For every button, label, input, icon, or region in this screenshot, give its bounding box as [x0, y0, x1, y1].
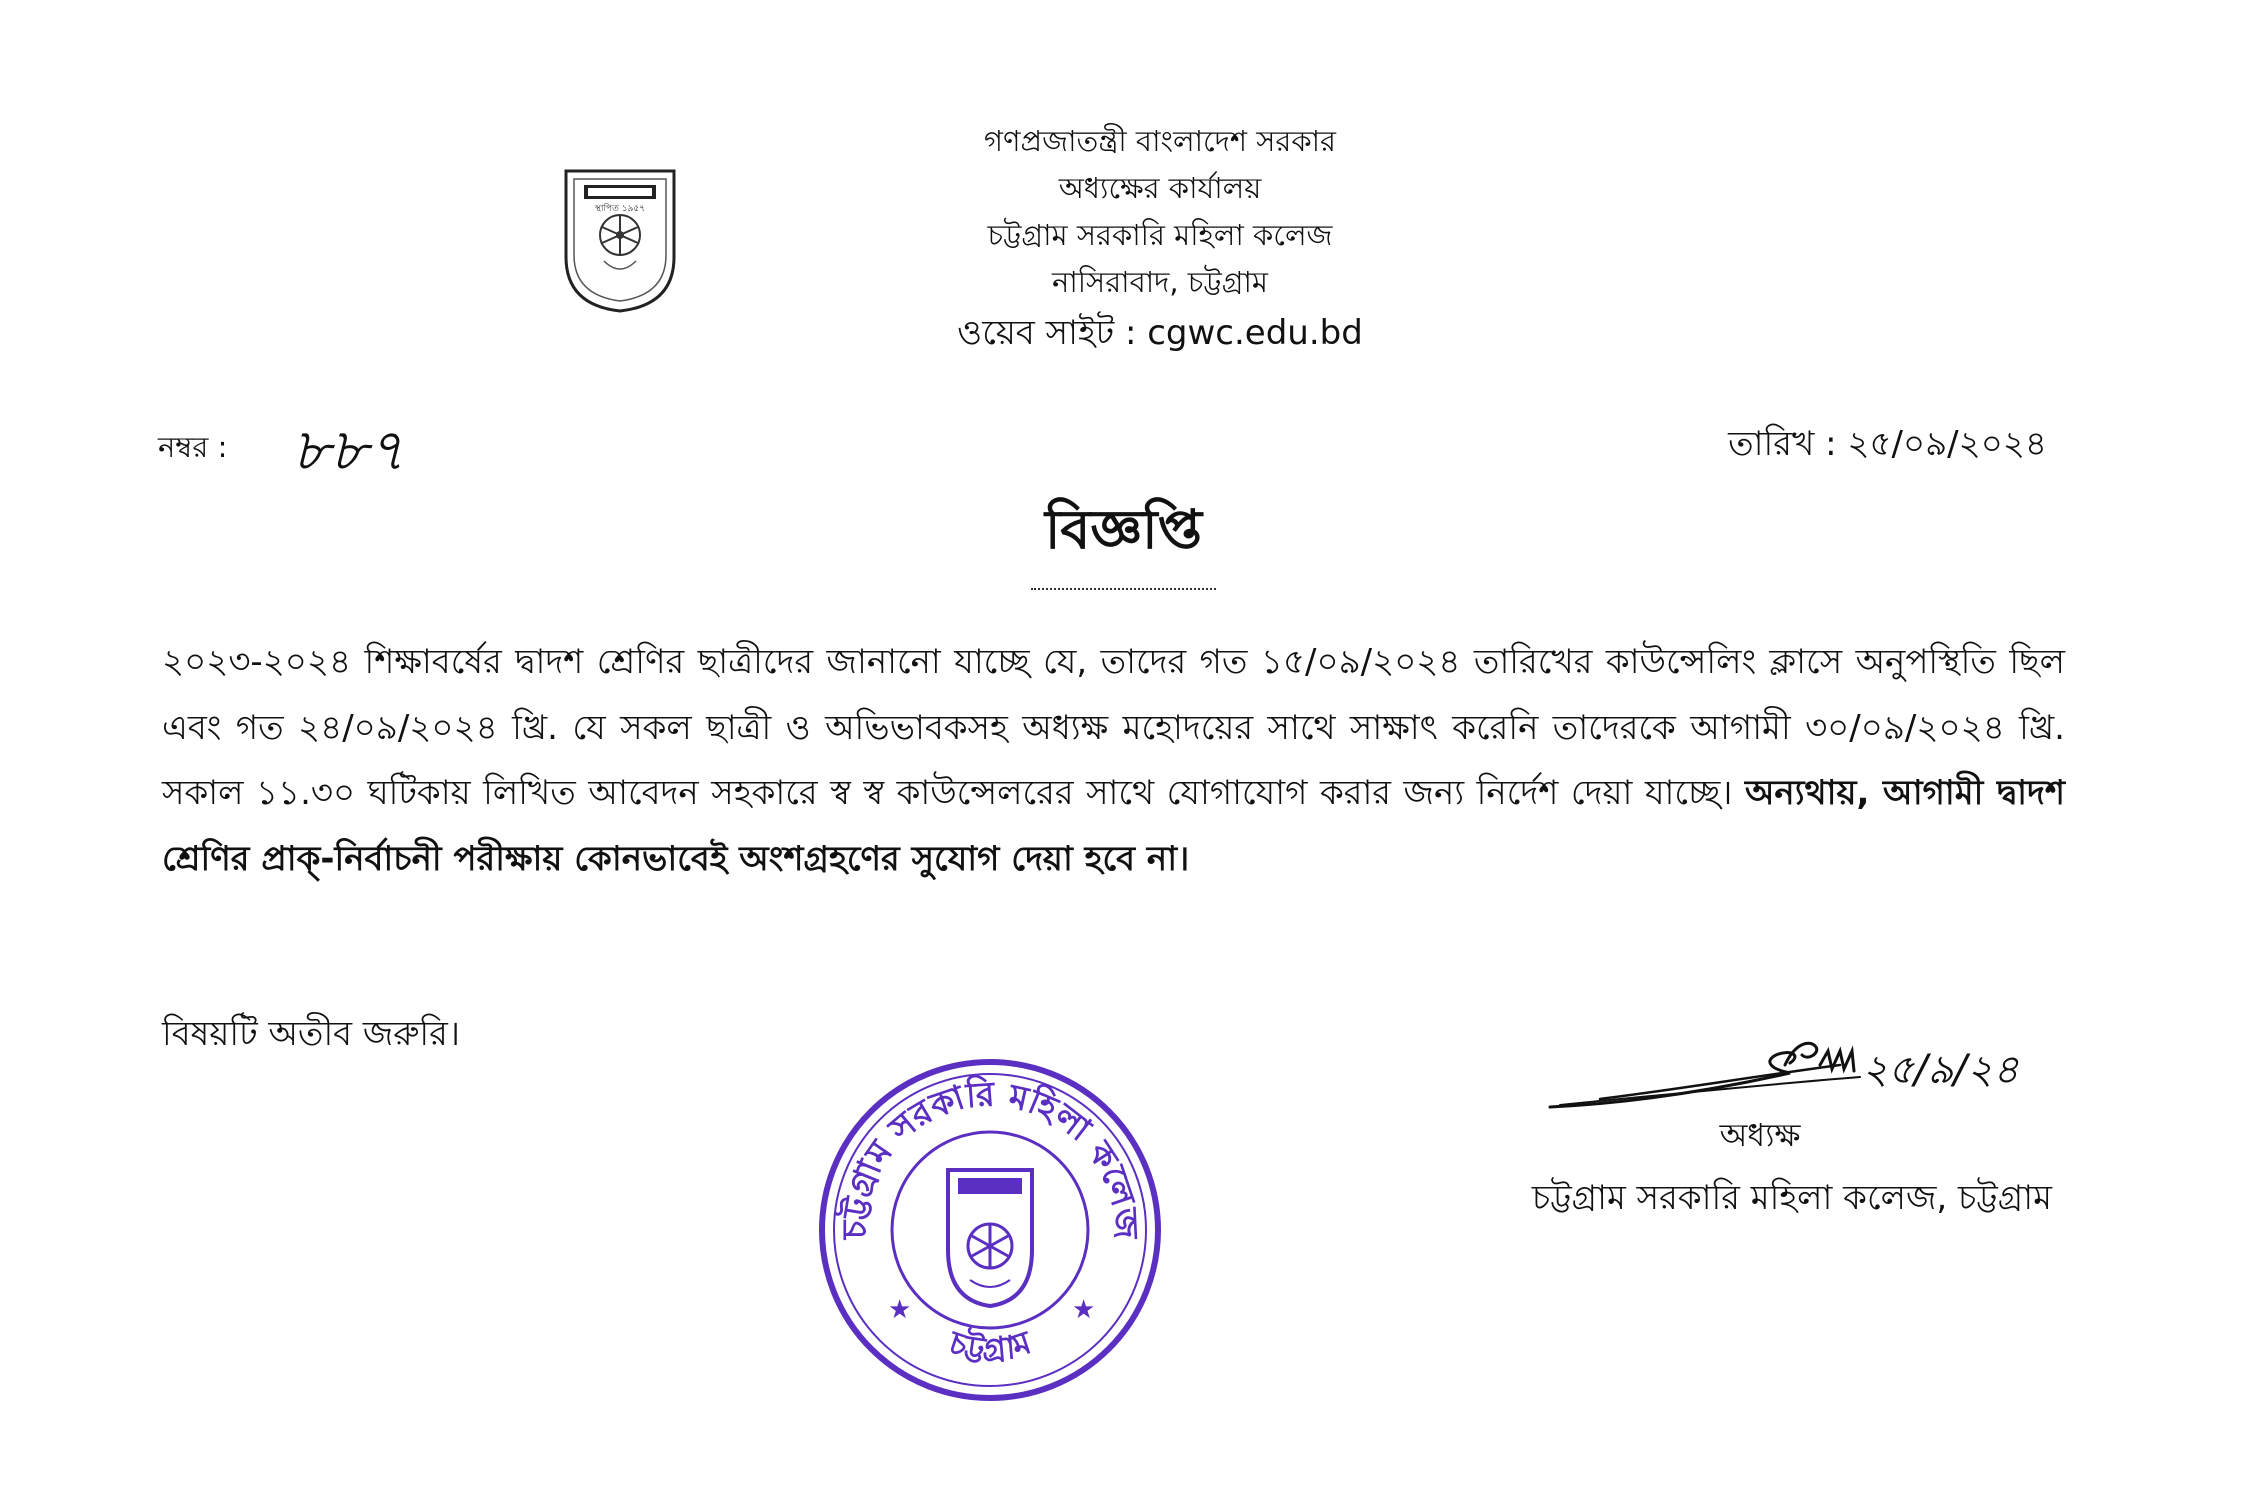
signatory-organization: চট্টগ্রাম সরকারি মহিলা কলেজ, চট্টগ্রাম: [1531, 1178, 2052, 1218]
memo-number-handwritten: ৮৮৭: [292, 416, 405, 484]
memo-number-label: নম্বর :: [158, 430, 228, 464]
official-seal: [810, 1050, 1170, 1410]
handwritten-signature-icon: [1540, 1025, 2060, 1115]
svg-text:স্থাপিত ১৯৫৭: স্থাপিত ১৯৫৭: [594, 204, 646, 214]
notice-title: বিজ্ঞপ্তি: [1031, 488, 1216, 590]
signature-block: [1540, 1025, 2060, 1115]
college-emblem-icon: [560, 165, 680, 315]
notice-body: [162, 630, 2065, 892]
svg-text:চট্টগ্রাম: চট্টগ্রাম: [944, 1323, 1036, 1369]
website-line: ওয়েব সাইট : cgwc.edu.bd: [957, 313, 1363, 353]
government-name: গণপ্রজাতন্ত্রী বাংলাদেশ সরকার: [983, 124, 1337, 158]
svg-text:২৫/৯/২৪: ২৫/৯/২৪: [1862, 1047, 2019, 1093]
svg-text:★: ★: [1072, 1295, 1096, 1325]
college-name: চট্টগ্রাম সরকারি মহিলা কলেজ: [987, 218, 1333, 252]
notice-title-wrapper: [0, 488, 2247, 590]
letterhead: [680, 118, 1640, 360]
notice-body-text: ২০২৩-২০২৪ শিক্ষাবর্ষের দ্বাদশ শ্রেণির ছাত্রীদের জানানো যাচ্ছে যে, তাদের গত ১৫/০৯/২০২৪ তারিখের কাউন্সেলিং ক্লাসে অনুপস্থিতি ছিল এবং গত ২৪/০৯/২০২৪ খ্রি. যে সকল ছাত্রী ও অভিভাবকসহ অধ্যক্ষ মহোদয়ের সাথে সাক্ষাৎ করেনি তাদেরকে আগামী ৩০/০৯/২০২৪ খ্রি. সকাল ১১.৩০ ঘটিকায় লিখিত আবেদন সহকারে স্ব স্ব কাউন্সেলরের সাথে যোগাযোগ করার জন্য নির্দেশ দেয়া যাচ্ছে।: [162, 642, 2065, 813]
college-address: নাসিরাবাদ, চট্টগ্রাম: [1052, 265, 1268, 299]
office-name: অধ্যক্ষের কার্যালয়: [1058, 171, 1262, 205]
urgent-note: বিষয়টি অতীব জরুরি।: [162, 1014, 460, 1054]
official-seal-icon: [810, 1050, 1170, 1410]
notice-date: তারিখ : ২৫/০৯/২০২৪: [1728, 424, 2047, 464]
svg-text:★: ★: [888, 1295, 912, 1325]
signatory-title: অধ্যক্ষ: [1719, 1116, 1801, 1154]
notice-body-warning: অন্যথায়, আগামী দ্বাদশ শ্রেণির প্রাক্-নির্বাচনী পরীক্ষায় কোনভাবেই অংশগ্রহণের সুযোগ দেয়া হবে না।: [162, 773, 2065, 879]
college-logo: [560, 165, 680, 315]
svg-text:চট্টগ্রাম সরকারি মহিলা কলেজ: চট্টগ্রাম সরকারি মহিলা কলেজ: [834, 1074, 1146, 1240]
